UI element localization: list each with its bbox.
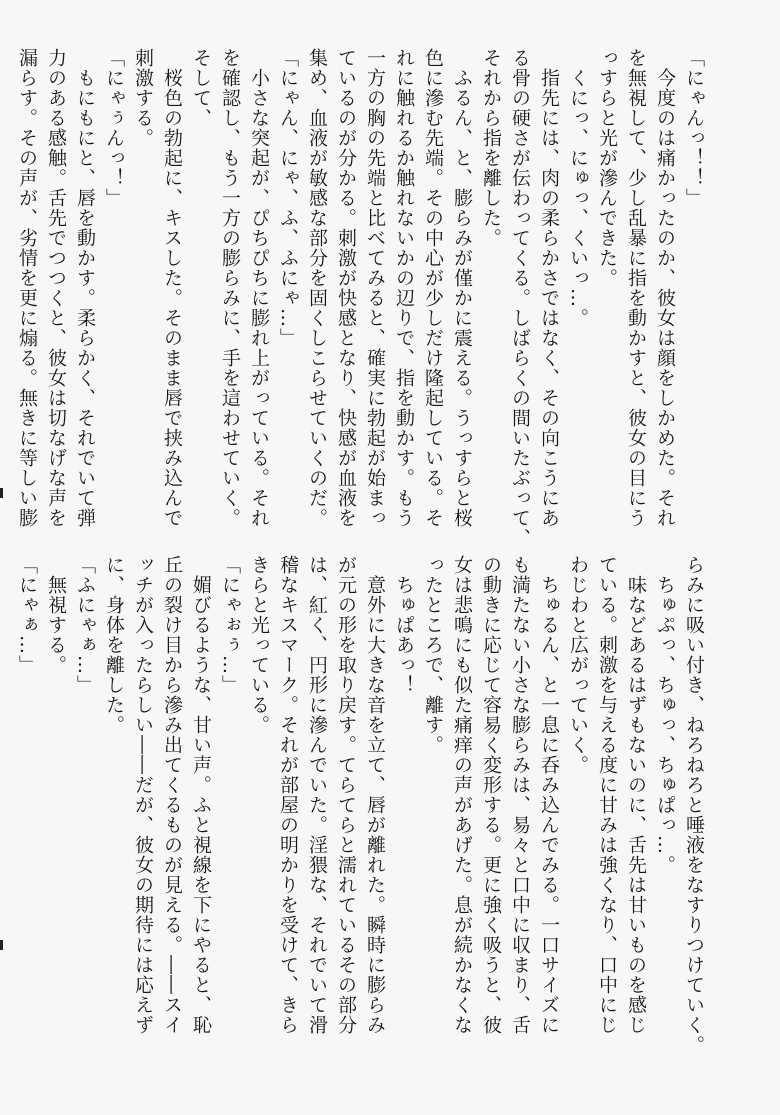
text-line: 力のある感触。舌先でつつくと、彼女は切なげな声を bbox=[45, 48, 67, 528]
text-line: 集め、血液が敏感な部分を固くしこらせていくのだ。 bbox=[306, 48, 328, 528]
text-line: ている。刺激を与える度に甘みは強くなり、口中にじ bbox=[596, 555, 618, 1035]
text-line: の動きに応じて容易く変形する。更に強く吸うと、彼 bbox=[480, 555, 502, 1035]
text-line: くにっ、にゅっ、くいっ…。 bbox=[567, 48, 589, 328]
text-line: も満たない小さな膨らみは、易々と口中に収まり、舌 bbox=[509, 555, 531, 1035]
text-line: を無視して、少し乱暴に指を動かすと、彼女の目にう bbox=[625, 48, 647, 528]
text-line: 味などあるはずもないのに、舌先は甘いものを感じ bbox=[625, 555, 647, 1035]
text-line: に、身体を離した。 bbox=[103, 555, 125, 735]
text-line: ちゅるん、と一息に呑み込んでみる。一口サイズに bbox=[538, 555, 560, 1035]
text-line: を確認し、もう一方の膨らみに、手を這わせていく。 bbox=[219, 48, 241, 528]
lower-text-block bbox=[12, 555, 708, 1055]
text-line: それから指を離した。 bbox=[480, 48, 502, 248]
text-line: 女は悲鳴にも似た痛痒の声があげた。息が続かなくな bbox=[451, 555, 473, 1035]
text-line: ちゅぷっ、ちゅっ、ちゅぱっ…。 bbox=[654, 555, 676, 875]
upper-text-block bbox=[12, 48, 708, 548]
text-line: 丘の裂け目から滲み出てくるものが見える。――スイ bbox=[161, 555, 183, 1035]
text-line: 一方の胸の先端と比べてみると、確実に勃起が始まっ bbox=[364, 48, 386, 528]
text-line: れに触れるか触れないかの辺りで、指を動かす。もう bbox=[393, 48, 415, 528]
text-line: 桜色の勃起に、キスした。そのまま唇で挟み込んで bbox=[161, 48, 183, 528]
text-line: る骨の硬さが伝わってくる。しばらくの間いたぶって、 bbox=[509, 48, 531, 548]
text-line: ているのが分かる。刺激が快感となり、快感が血液を bbox=[335, 48, 357, 528]
text-line: 色に滲む先端。その中心が少しだけ隆起している。そ bbox=[422, 48, 444, 528]
text-line: ふるん、と、膨らみが僅かに震える。うっすらと桜 bbox=[451, 48, 473, 528]
text-line: が元の形を取り戻す。てらてらと濡れているその部分 bbox=[335, 555, 357, 1035]
text-line: きらと光っている。 bbox=[248, 555, 270, 735]
text-line: ったところで、離す。 bbox=[422, 555, 444, 755]
text-line: 「にゃぉぅ…」 bbox=[219, 555, 241, 695]
text-line: 「にゃんっ！！」 bbox=[683, 48, 705, 208]
text-line: 刺激する。 bbox=[132, 48, 154, 148]
text-line: らみに吸い付き、ねろねろと唾液をなすりつけていく。 bbox=[683, 555, 705, 1055]
scan-edge-mark bbox=[0, 940, 3, 950]
text-line: 「にゃぁ…」 bbox=[16, 555, 38, 675]
text-line: 漏らす。その声が、劣情を更に煽る。無きに等しい膨 bbox=[16, 48, 38, 528]
text-line: わじわと広がっていく。 bbox=[567, 555, 589, 775]
text-line: 媚びるような、甘い声。ふと視線を下にやると、恥 bbox=[190, 555, 212, 1035]
text-line: 意外に大きな音を立て、唇が離れた。瞬時に膨らみ bbox=[364, 555, 386, 1035]
text-line: 無視する。 bbox=[45, 555, 67, 675]
text-line: 今度のは痛かったのか、彼女は顔をしかめた。それ bbox=[654, 48, 676, 528]
text-line: っすらと光が滲んできた。 bbox=[596, 48, 618, 288]
scan-edge-mark bbox=[0, 488, 3, 498]
text-line: ちゅぱあっ！ bbox=[393, 555, 415, 695]
text-line: ッチが入ったらしい――だが、彼女の期待には応えず bbox=[132, 555, 154, 1035]
text-line: は、紅く、円形に滲んでいた。淫猥な、それでいて滑 bbox=[306, 555, 328, 1035]
text-line: 小さな突起が、ぴちぴちに膨れ上がっている。それ bbox=[248, 48, 270, 528]
text-line: 指先には、肉の柔らかさではなく、その向こうにあ bbox=[538, 48, 560, 528]
text-line: 「ふにゃぁ…」 bbox=[74, 555, 96, 695]
text-line: 「にゃぅんっ！」 bbox=[103, 48, 125, 208]
text-line: 稽なキスマーク。それが部屋の明かりを受けて、きら bbox=[277, 555, 299, 1035]
text-line: もにもにと、唇を動かす。柔らかく、それでいて弾 bbox=[74, 48, 96, 528]
text-line: 「にゃん、にゃ、ふ、ふにゃ…」 bbox=[277, 48, 299, 348]
text-line: そして、 bbox=[190, 48, 212, 128]
